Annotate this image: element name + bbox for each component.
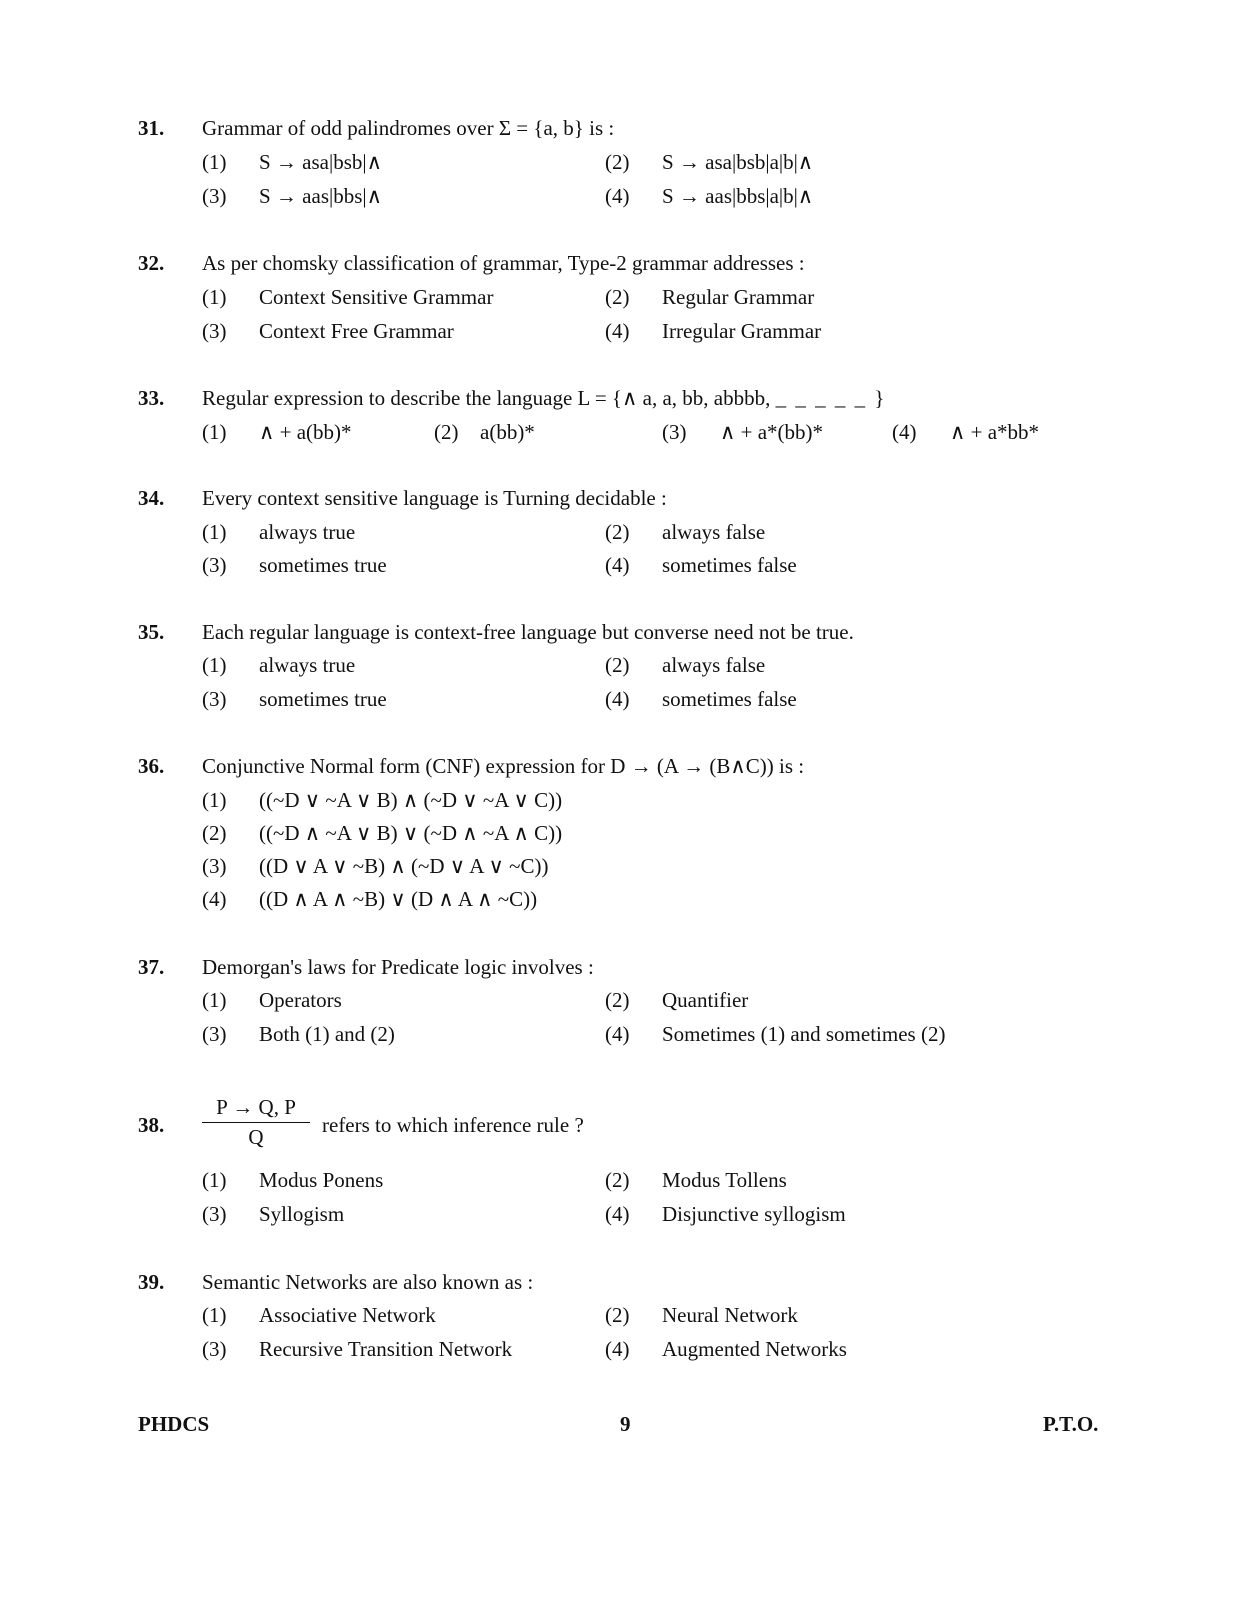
option-text: Regular Grammar	[662, 285, 815, 309]
option-text: S → asa|bsb|a|b|∧	[662, 150, 814, 174]
option-number: (2)	[605, 150, 630, 174]
question-number: 31.	[138, 116, 165, 140]
question-text	[202, 386, 886, 411]
option-number: (2)	[605, 1303, 630, 1327]
question-text: Demorgan's laws for Predicate logic involves :	[202, 955, 594, 979]
option-number: (2)	[434, 420, 459, 444]
option-text: S → aas|bbs|∧	[259, 184, 382, 208]
option-number: (2)	[605, 285, 630, 309]
option-number: (3)	[202, 319, 227, 343]
option-text: Syllogism	[259, 1202, 345, 1226]
fraction-numerator: P → Q, P	[202, 1095, 310, 1123]
option-text: ∧ + a*bb*	[950, 420, 1040, 444]
option-text: ((D ∨ A ∨ ~B) ∧ (~D ∨ A ∨ ~C))	[259, 854, 549, 878]
option-text: Irregular Grammar	[662, 319, 822, 343]
question-number: 38.	[138, 1113, 165, 1137]
option-text: Context Free Grammar	[259, 319, 454, 343]
question-text: refers to which inference rule ?	[322, 1113, 584, 1137]
option-text: ∧ + a(bb)*	[259, 420, 352, 444]
option-number: (1)	[202, 988, 227, 1012]
option-text: Modus Ponens	[259, 1168, 384, 1192]
question-number: 34.	[138, 486, 165, 510]
option-number: (3)	[202, 184, 227, 208]
option-text: Disjunctive syllogism	[662, 1202, 846, 1226]
option-number: (2)	[605, 988, 630, 1012]
option-number: (3)	[202, 1022, 227, 1046]
option-number: (4)	[605, 1202, 630, 1226]
option-number: (4)	[202, 887, 227, 911]
fraction-denominator: Q	[248, 1125, 264, 1149]
option-text: ((D ∧ A ∧ ~B) ∨ (D ∧ A ∧ ~C))	[259, 887, 538, 911]
option-text: sometimes false	[662, 553, 797, 577]
option-text: Quantifier	[662, 988, 749, 1012]
option-text: Context Sensitive Grammar	[259, 285, 494, 309]
option-number: (1)	[202, 1303, 227, 1327]
option-number: (2)	[605, 520, 630, 544]
option-text: Augmented Networks	[662, 1337, 847, 1361]
question-text: Conjunctive Normal form (CNF) expression for D → (A → (B∧C)) is :	[202, 754, 805, 778]
option-text: ((~D ∨ ~A ∨ B) ∧ (~D ∨ ~A ∨ C))	[259, 788, 563, 812]
option-number: (1)	[202, 653, 227, 677]
option-number: (3)	[202, 1202, 227, 1226]
option-text: always false	[662, 520, 766, 544]
option-text: sometimes false	[662, 687, 797, 711]
question-text: Semantic Networks are also known as :	[202, 1270, 534, 1294]
option-number: (3)	[662, 420, 687, 444]
option-text: Both (1) and (2)	[259, 1022, 395, 1046]
option-number: (4)	[605, 1337, 630, 1361]
option-number: (1)	[202, 150, 227, 174]
question-number: 39.	[138, 1270, 165, 1294]
question-number: 36.	[138, 754, 165, 778]
option-number: (4)	[605, 687, 630, 711]
option-number: (4)	[605, 184, 630, 208]
question-text: Each regular language is context-free language but converse need not be true.	[202, 620, 854, 644]
option-number: (4)	[605, 553, 630, 577]
footer-code: PHDCS	[138, 1412, 210, 1436]
question-text: Every context sensitive language is Turning decidable :	[202, 486, 667, 510]
option-number: (3)	[202, 1337, 227, 1361]
footer-pto: P.T.O.	[1043, 1412, 1099, 1436]
option-text: Modus Tollens	[662, 1168, 787, 1192]
question-number: 33.	[138, 386, 165, 410]
option-text: sometimes true	[259, 687, 387, 711]
option-text: Sometimes (1) and sometimes (2)	[662, 1022, 946, 1046]
option-text: ((~D ∧ ~A ∨ B) ∨ (~D ∧ ~A ∧ C))	[259, 821, 563, 845]
option-number: (4)	[605, 1022, 630, 1046]
option-text: a(bb)*	[480, 420, 535, 444]
option-text: always false	[662, 653, 766, 677]
option-text: S → aas|bbs|a|b|∧	[662, 184, 814, 208]
option-number: (1)	[202, 420, 227, 444]
answer-blank: _ _ _ _ _ }	[775, 386, 887, 410]
option-number: (4)	[605, 319, 630, 343]
option-number: (3)	[202, 854, 227, 878]
option-text: sometimes true	[259, 553, 387, 577]
question-number: 35.	[138, 620, 165, 644]
option-number: (3)	[202, 687, 227, 711]
option-text: Recursive Transition Network	[259, 1337, 513, 1361]
question-text: As per chomsky classification of grammar, Type-2 grammar addresses :	[202, 251, 805, 275]
option-number: (1)	[202, 788, 227, 812]
question-text-main: Regular expression to describe the language L = {∧ a, a, bb, abbbb,	[202, 386, 771, 410]
option-number: (1)	[202, 520, 227, 544]
question-text: Grammar of odd palindromes over Σ = {a, b} is :	[202, 116, 615, 140]
page-number: 9	[620, 1412, 631, 1436]
option-text: Operators	[259, 988, 342, 1012]
option-text: always true	[259, 653, 356, 677]
option-text: always true	[259, 520, 356, 544]
inference-fraction	[202, 1095, 310, 1150]
option-text: Associative Network	[259, 1303, 436, 1327]
option-text: ∧ + a*(bb)*	[720, 420, 824, 444]
option-number: (3)	[202, 553, 227, 577]
option-number: (2)	[605, 653, 630, 677]
option-number: (1)	[202, 285, 227, 309]
option-text: Neural Network	[662, 1303, 798, 1327]
question-number: 37.	[138, 955, 165, 979]
option-number: (2)	[605, 1168, 630, 1192]
option-number: (2)	[202, 821, 227, 845]
option-number: (1)	[202, 1168, 227, 1192]
option-text: S → asa|bsb|∧	[259, 150, 382, 174]
question-number: 32.	[138, 251, 165, 275]
option-number: (4)	[892, 420, 917, 444]
